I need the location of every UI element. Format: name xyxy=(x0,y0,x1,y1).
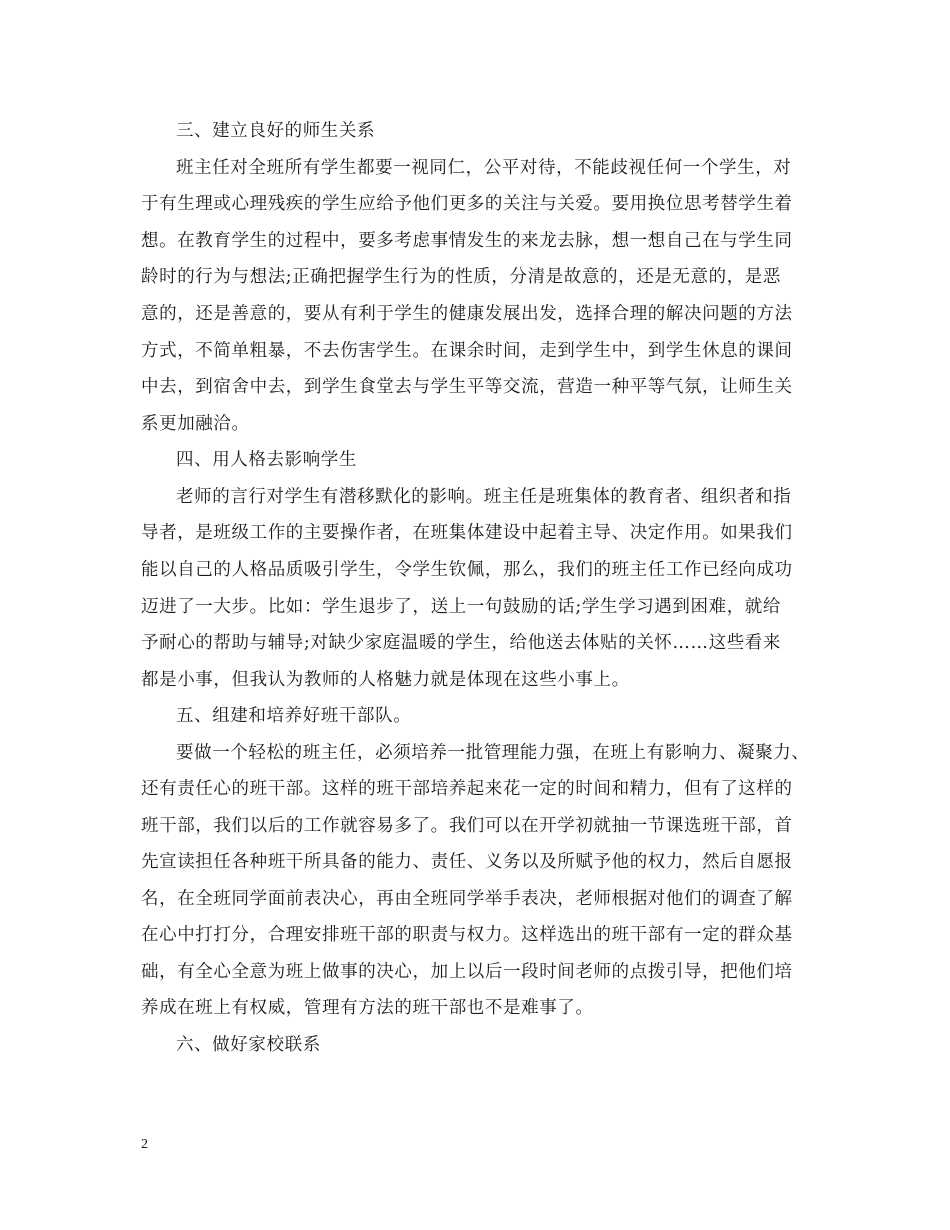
paragraph-line: 导者，是班级工作的主要操作者，在班集体建设中起着主导、决定作用。如果我们 xyxy=(141,523,793,543)
paragraph-line: 龄时的行为与想法;正确把握学生行为的性质，分清是故意的，还是无意的，是恶 xyxy=(141,267,781,287)
page-number: 2 xyxy=(141,1137,148,1152)
paragraph-line: 先宣读担任各种班干所具备的能力、责任、义务以及所赋予他的权力，然后自愿报 xyxy=(141,852,793,872)
paragraph-line: 老师的言行对学生有潜移默化的影响。班主任是班集体的教育者、组织者和指 xyxy=(176,487,792,507)
section-heading-6: 六、做好家校联系 xyxy=(176,1035,321,1055)
paragraph-line: 在心中打打分，合理安排班干部的职责与权力。这样选出的班干部有一定的群众基 xyxy=(141,925,793,945)
paragraph-line: 迈进了一大步。比如：学生退步了，送上一句鼓励的话;学生学习遇到困难，就给 xyxy=(141,597,781,617)
paragraph-line: 方式，不简单粗暴，不去伤害学生。在课余时间，走到学生中，到学生休息的课间 xyxy=(141,341,793,361)
paragraph-line: 于有生理或心理残疾的学生应给予他们更多的关注与关爱。要用换位思考替学生着 xyxy=(141,194,793,214)
paragraph-line: 养成在班上有权威，管理有方法的班干部也不是难事了。 xyxy=(141,998,594,1018)
section-heading-5: 五、组建和培养好班干部队。 xyxy=(176,706,412,726)
paragraph-line: 础，有全心全意为班上做事的决心，加上以后一段时间老师的点拨引导，把他们培 xyxy=(141,962,793,982)
paragraph-line: 想。在教育学生的过程中，要多考虑事情发生的来龙去脉，想一想自己在与学生同 xyxy=(141,231,793,251)
paragraph-line: 要做一个轻松的班主任，必须培养一批管理能力强，在班上有影响力、凝聚力、 xyxy=(176,743,810,763)
paragraph-line: 名，在全班同学面前表决心，再由全班同学举手表决，老师根据对他们的调查了解 xyxy=(141,889,793,909)
section-heading-3: 三、建立良好的师生关系 xyxy=(176,121,376,141)
paragraph-line: 系更加融洽。 xyxy=(141,414,250,434)
section-heading-4: 四、用人格去影响学生 xyxy=(176,450,357,470)
paragraph-line: 予耐心的帮助与辅导;对缺少家庭温暖的学生，给他送去体贴的关怀……这些看来 xyxy=(141,633,781,653)
paragraph-line: 意的，还是善意的，要从有利于学生的健康发展出发，选择合理的解决问题的方法 xyxy=(141,304,793,324)
paragraph-line: 能以自己的人格品质吸引学生，令学生钦佩，那么，我们的班主任工作已经向成功 xyxy=(141,560,793,580)
paragraph-line: 中去，到宿舍中去，到学生食堂去与学生平等交流，营造一种平等气氛，让师生关 xyxy=(141,377,793,397)
paragraph-line: 班干部，我们以后的工作就容易多了。我们可以在开学初就抽一节课选班干部，首 xyxy=(141,816,793,836)
paragraph-line: 班主任对全班所有学生都要一视同仁，公平对待，不能歧视任何一个学生，对 xyxy=(176,158,792,178)
paragraph-line: 还有责任心的班干部。这样的班干部培养起来花一定的时间和精力，但有了这样的 xyxy=(141,779,793,799)
paragraph-line: 都是小事，但我认为教师的人格魅力就是体现在这些小事上。 xyxy=(141,670,630,690)
